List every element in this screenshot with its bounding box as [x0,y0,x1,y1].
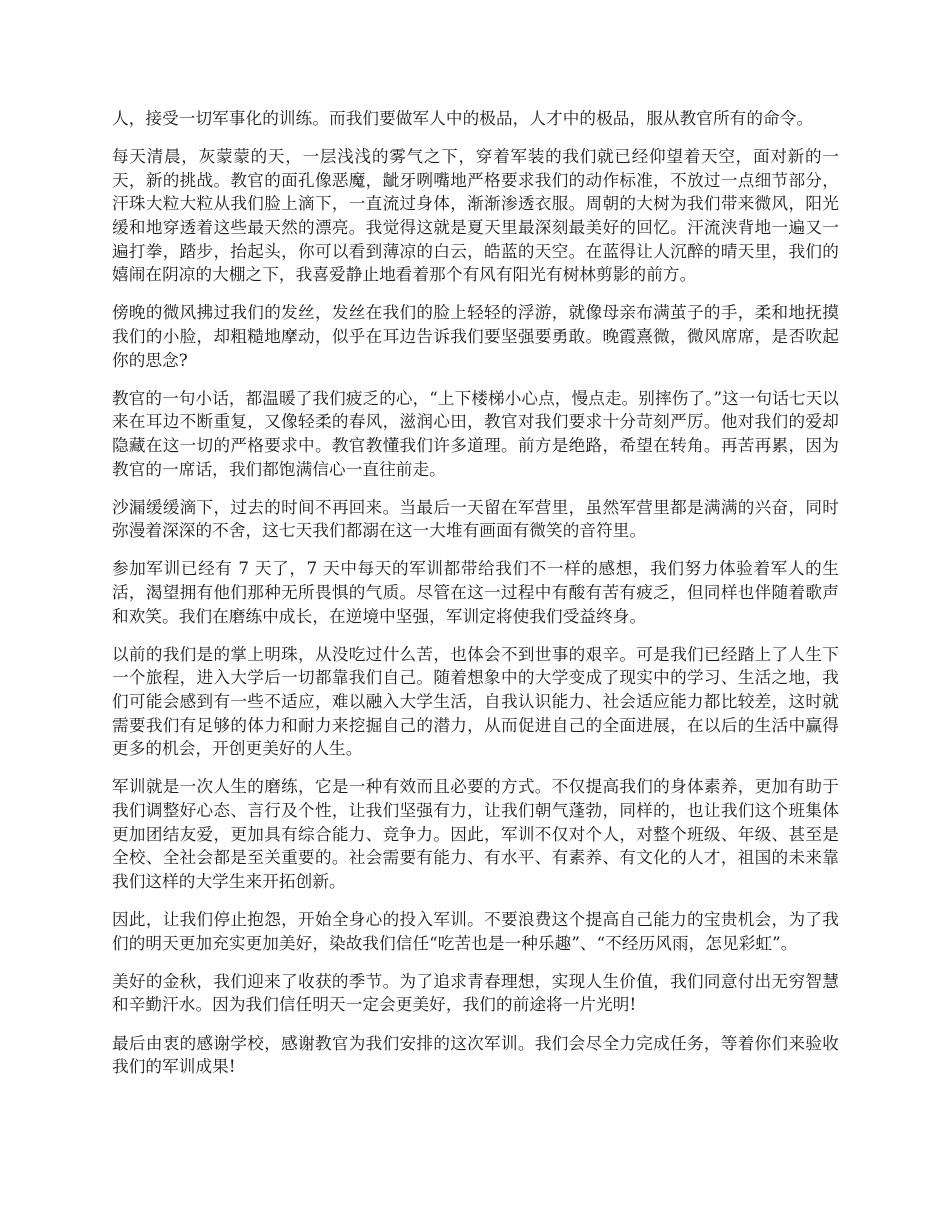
paragraph: 美好的金秋，我们迎来了收获的季节。为了追求青春理想，实现人生价值，我们同意付出无穷智慧和辛勤汗水。因为我们信任明天一定会更美好，我们的前途将一片光明! [112,971,839,1015]
paragraph: 最后由衷的感谢学校，感谢教官为我们安排的这次军训。我们会尽全力完成任务，等着你们来验收我们的军训成果! [112,1033,839,1077]
paragraph: 参加军训已经有 7 天了，7 天中每天的军训都带给我们不一样的感想，我们努力体验着军人的生活，渴望拥有他们那种无所畏惧的气质。尽管在这一过程中有酸有苦有疲乏，但同样也伴随着歌声和欢笑。我们在磨练中成长，在逆境中坚强，军训定将使我们受益终身。 [112,559,839,626]
document-body [112,107,839,1093]
paragraph: 沙漏缓缓滴下，过去的时间不再回来。当最后一天留在军营里，虽然军营里都是满满的兴奋，同时弥漫着深深的不舍，这七天我们都溺在这一大堆有画面有微笑的音符里。 [112,497,839,541]
paragraph: 因此，让我们停止抱怨，开始全身心的投入军训。不要浪费这个提高自己能力的宝贵机会，为了我们的明天更加充实更加美好，染故我们信任“吃苦也是一种乐趣”、“不经历风雨，怎见彩虹”。 [112,909,839,953]
paragraph: 军训就是一次人生的磨练，它是一种有效而且必要的方式。不仅提高我们的身体素养，更加有助于我们调整好心态、言行及个性，让我们坚强有力，让我们朝气蓬勃，同样的，也让我们这个班集体更加团结友爱，更加具有综合能力、竞争力。因此，军训不仅对个人，对整个班级、年级、甚至是全校、全社会都是至关重要的。社会需要有能力、有水平、有素养、有文化的人才，祖国的未来靠我们这样的大学生来开拓创新。 [112,777,839,891]
paragraph: 教官的一句小话，都温暖了我们疲乏的心，“上下楼梯小心点，慢点走。别摔伤了。”这一句话七天以来在耳边不断重复，又像轻柔的春风，滋润心田，教官对我们要求十分苛刻严厉。他对我们的爱却隐藏在这一切的严格要求中。教官教懂我们许多道理。前方是绝路，希望在转角。再苦再累，因为教官的一席话，我们都饱满信心一直往前走。 [112,388,839,479]
paragraph: 傍晚的微风拂过我们的发丝，发丝在我们的脸上轻轻的浮游，就像母亲布满茧子的手，柔和地抚摸我们的小脸，却粗糙地摩动，似乎在耳边告诉我们要坚强要勇敢。晚霞熹微，微风席席，是否吹起你的思念? [112,303,839,370]
paragraph: 以前的我们是的掌上明珠，从没吃过什么苦，也体会不到世事的艰辛。可是我们已经踏上了人生下一个旅程，进入大学后一切都靠我们自己。随着想象中的大学变成了现实中的学习、生活之地，我们可能会感到有一些不适应，难以融入大学生活，自我认识能力、社会适应能力都比较差，这时就需要我们有足够的体力和耐力来挖掘自己的潜力，从而促进自己的全面进展，在以后的生活中赢得更多的机会，开创更美好的人生。 [112,644,839,759]
paragraph: 人，接受一切军事化的训练。而我们要做军人中的极品，人才中的极品，服从教官所有的命令。 [112,109,814,128]
paragraph: 每天清晨，灰蒙蒙的天，一层浅浅的雾气之下，穿着军装的我们就已经仰望着天空，面对新的一天，新的挑战。教官的面孔像恶魔，龇牙咧嘴地严格要求我们的动作标准，不放过一点细节部分，汗珠大粒大粒从我们脸上滴下，一直流过身体，渐渐渗透衣服。周朝的大树为我们带来微风，阳光缓和地穿透着这些最天然的漂亮。我觉得这就是夏天里最深刻最美好的回忆。汗流浃背地一遍又一遍打拳，踏步，抬起头，你可以看到薄凉的白云，皓蓝的天空。在蓝得让人沉醉的晴天里，我们的嬉闹在阴凉的大棚之下，我喜爱静止地看着那个有风有阳光有树林剪影的前方。 [112,147,839,285]
